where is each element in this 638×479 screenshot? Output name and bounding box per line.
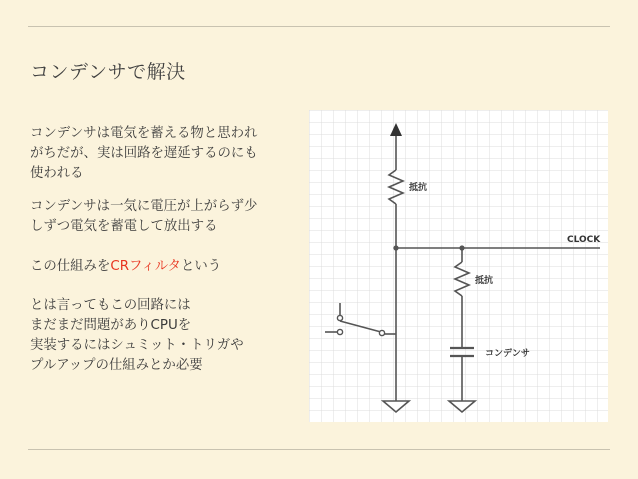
switch-terminal	[337, 329, 342, 334]
resistor-right-label: 抵抗	[475, 276, 494, 286]
paragraph-3-after: という	[180, 259, 222, 274]
paragraph-2	[30, 197, 305, 237]
switch-terminal	[337, 315, 342, 320]
paragraph-1-line-2: がちだが、実は回路を遅延するのにも	[30, 146, 258, 161]
junction-dot	[459, 245, 464, 250]
bottom-divider	[28, 449, 610, 450]
paragraph-4-line-1: とは言ってもこの回路には	[30, 298, 191, 313]
paragraph-4-line-4: プルアップの仕組みとか必要	[30, 358, 203, 373]
paragraph-1-line-3: 使われる	[30, 166, 84, 181]
paragraph-2-line-2: しずつ電気を蓄電して放出する	[30, 219, 218, 234]
paragraph-1	[30, 124, 305, 184]
paragraph-4	[30, 296, 305, 376]
junction-dot	[393, 245, 398, 250]
resistor-top-label: 抵抗	[409, 183, 428, 193]
circuit-diagram	[309, 110, 608, 422]
paragraph-3	[30, 257, 305, 277]
cr-filter-highlight: CRフィルタ	[110, 259, 181, 274]
paragraph-1-line-1: コンデンサは電気を蓄える物と思われ	[30, 126, 258, 141]
paragraph-2-line-1: コンデンサは一気に電圧が上がらず少	[30, 199, 258, 214]
capacitor-label: コンデンサ	[485, 349, 530, 359]
paragraph-4-line-3: 実装するにはシュミット・トリガや	[30, 338, 244, 353]
paragraph-3-before: この仕組みを	[30, 259, 111, 274]
paragraph-4-line-2: まだまだ問題がありCPUを	[30, 318, 192, 333]
slide-title: コンデンサで解決	[30, 61, 186, 83]
top-divider	[28, 26, 610, 27]
switch-terminal	[379, 330, 384, 335]
clock-label: CLOCK	[567, 235, 601, 245]
